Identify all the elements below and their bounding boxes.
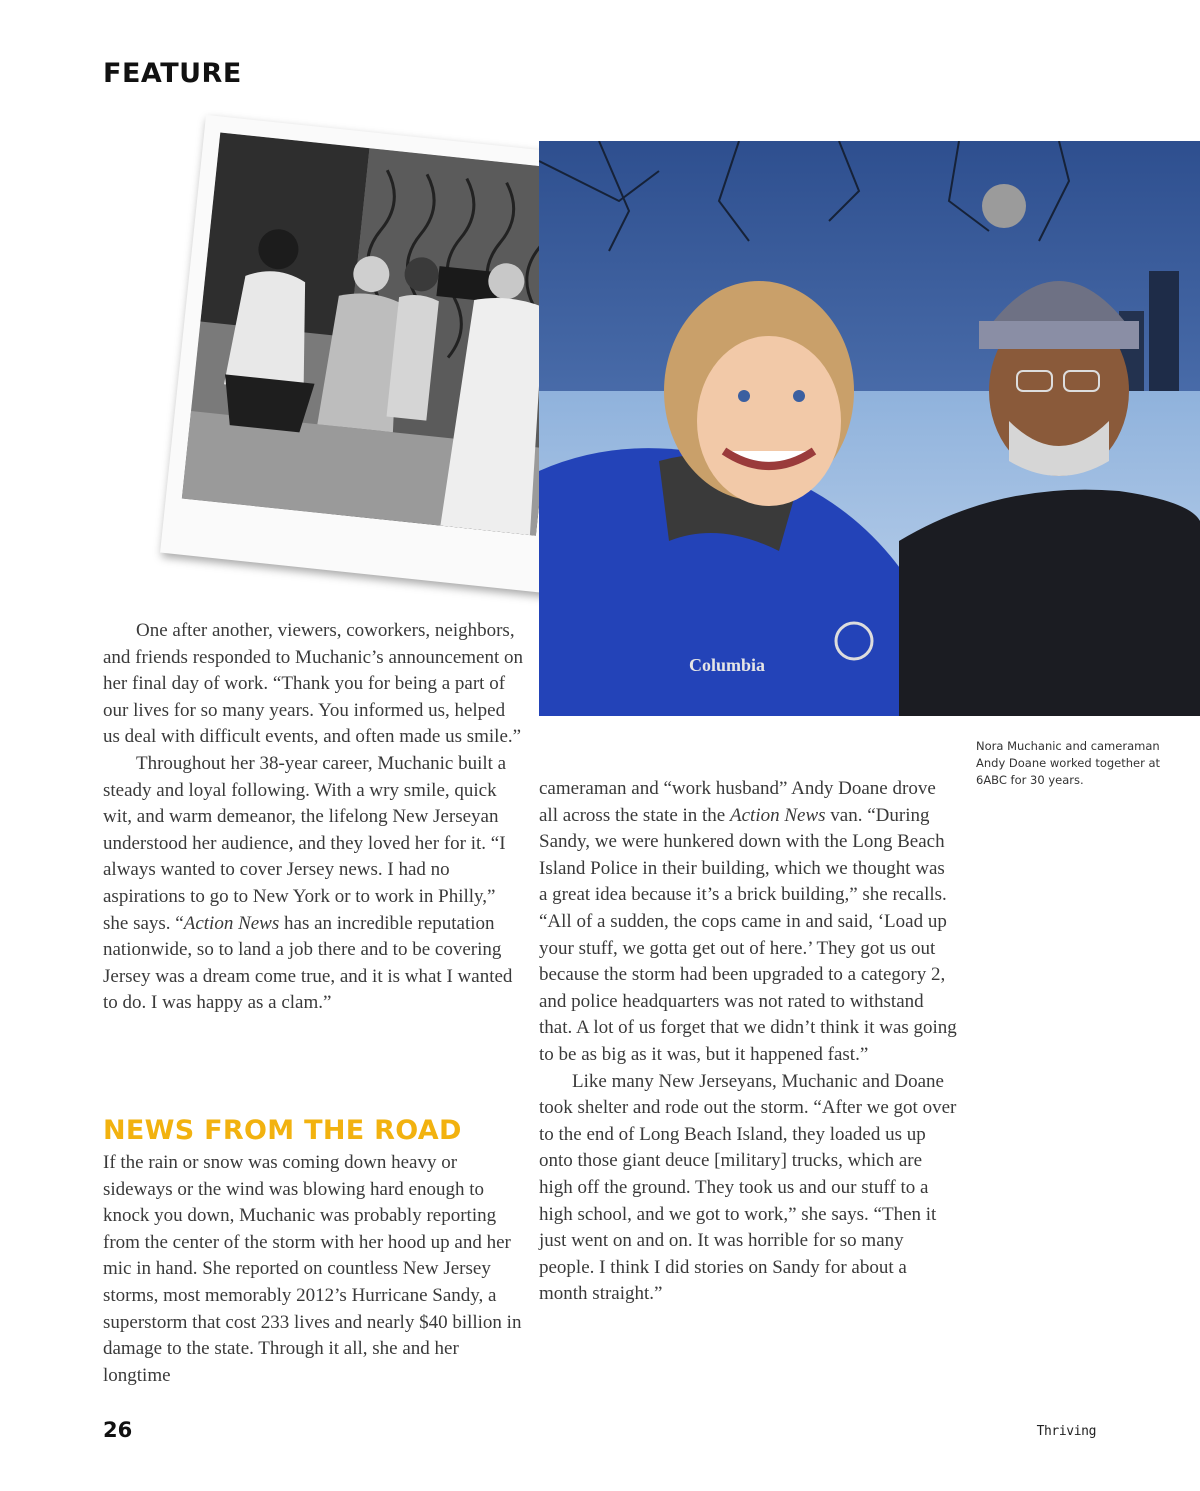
paragraph-1: One after another, viewers, coworkers, neighbors, and friends responded to Muchanic’s announcement on her final day of work. “Thank you for being a part of our lives for so many years. You informed us, helped us deal with difficult events, and often made us smile.”: [103, 620, 523, 748]
article-column-left-top: [103, 618, 523, 1017]
article-column-right: [539, 776, 957, 1308]
jacket-brand-text: Columbia: [689, 655, 766, 675]
main-color-photo: [539, 141, 1200, 716]
paragraph-4: cameraman and “work husband” Andy Doane drove all across the state in the Action News van. “During Sandy, we were hunkered down with the Long Beach Island Police in their building, which we thought was a great idea because it’s a brick building,” she recalls. “All of a sudden, the cops came in and said, ‘Load up your stuff, we gotta get out of here.’ They got us out because the storm had been upgraded to a category 2, and police headquarters was not rated to withstand that. A lot of us forget that we didn’t think it was going to be as big as it was, but it happened fast.”: [539, 778, 957, 1065]
publication-name: Thriving: [1036, 1424, 1096, 1439]
subheading: NEWS FROM THE ROAD: [103, 1115, 462, 1146]
archival-photo: [182, 133, 575, 536]
photo-caption: Nora Muchanic and cameraman Andy Doane worked together at 6ABC for 30 years.: [976, 739, 1161, 787]
polaroid-photo-frame: [160, 115, 592, 593]
paragraph-5: Like many New Jerseyans, Muchanic and Doane took shelter and rode out the storm. “After we got over to the end of Long Beach Island, they loaded us up onto those giant deuce [military] trucks, which are high off the ground. They took us and our stuff to a high school, and we got to work,” she says. “Then it just went on and on. It was horrible for so many people. I think I did stories on Sandy for about a month straight.”: [539, 1070, 957, 1305]
article-column-left-bottom: [103, 1150, 523, 1389]
page-number: 26: [103, 1418, 133, 1442]
paragraph-2: Throughout her 38-year career, Muchanic built a steady and loyal following. With a wry smile, quick wit, and warm demeanor, the lifelong New Jerseyan understood her audience, and they loved her for it. “I always wanted to cover Jersey news. I had no aspirations to go to New York or to work in Philly,” she says. “Action News has an incredible reputation nationwide, so to land a job there and to be covering Jersey was a dream come true, and it is what I wanted to do. I was happy as a clam.”: [103, 752, 513, 1014]
paragraph-3: If the rain or snow was coming down heavy or sideways or the wind was blowing hard enough to knock you down, Muchanic was probably reporting from the center of the storm with her hood up and her mic in hand. She reported on countless New Jersey storms, most memorably 2012’s Hurricane Sandy, a superstorm that cost 233 lives and nearly $40 billion in damage to the state. Through it all, she and her longtime: [103, 1152, 522, 1386]
section-label: FEATURE: [103, 58, 242, 89]
